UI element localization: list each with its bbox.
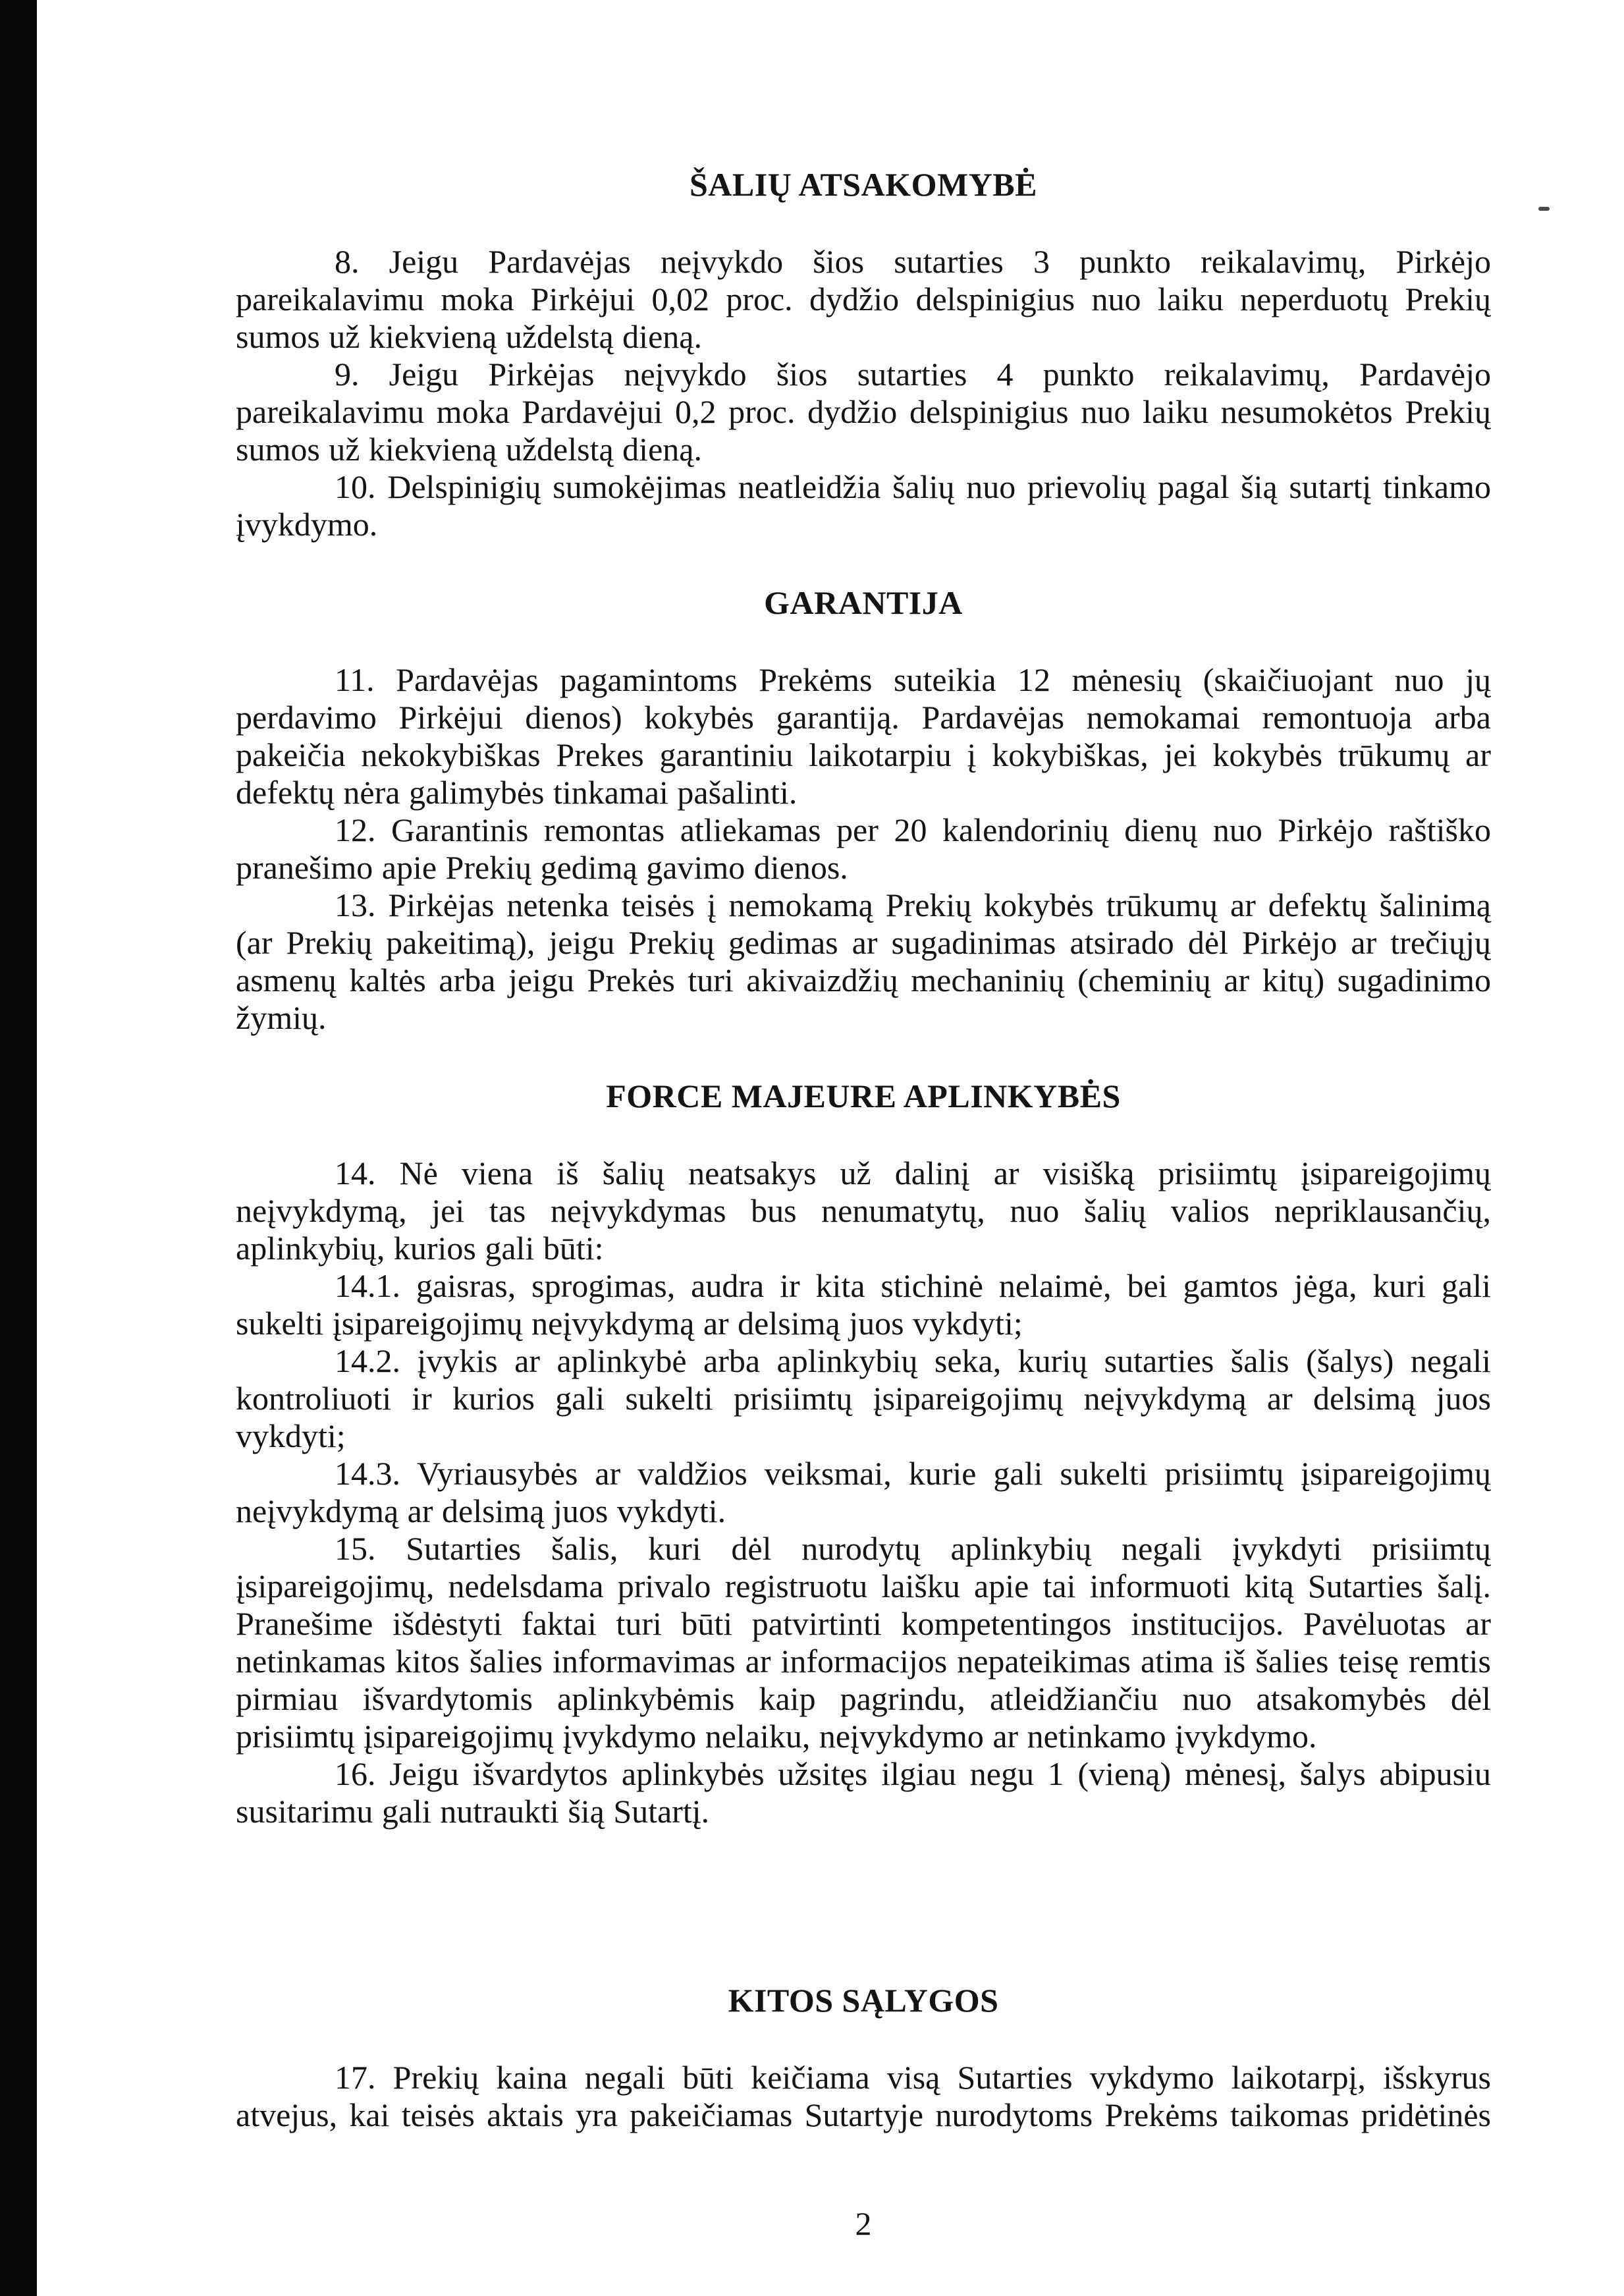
section-force-majeure: [236, 1078, 1491, 1830]
paragraph-12: 12. Garantinis remontas atliekamas per 20 kalendorinių dienų nuo Pirkėjo raštiško pranešimo apie Prekių gedimą gavimo dienos.: [236, 811, 1491, 886]
paragraph-11: 11. Pardavėjas pagamintoms Prekėms suteikia 12 mėnesių (skaičiuojant nuo jų perdavimo Pirkėjui dienos) kokybės garantiją. Pardavėjas nemokamai remontuoja arba pakeičia nekokybiškas Prekes garantiniu laikotarpiu į kokybiškas, jei kokybės trūkumų ar defektų nėra galimybės tinkamai pašalinti.: [236, 661, 1491, 811]
section-heading: GARANTIJA: [764, 584, 963, 621]
section-saliu-atsakomybe: [236, 166, 1491, 543]
paragraph-14-1: 14.1. gaisras, sprogimas, audra ir kita stichinė nelaimė, bei gamtos jėga, kuri gali sukelti įsipareigojimų neįvykdymą ar delsimą juos vykdyti;: [236, 1267, 1491, 1342]
paragraph-14-3: 14.3. Vyriausybės ar valdžios veiksmai, kurie gali sukelti prisiimtų įsipareigojimų neįvykdymą ar delsimą juos vykdyti.: [236, 1455, 1491, 1529]
paragraph-9: 9. Jeigu Pirkėjas neįvykdo šios sutarties 4 punkto reikalavimų, Pardavėjo pareikalavimu moka Pardavėjui 0,2 proc. dydžio delspinigius nuo laiku nesumokėtos Prekių sumos už kiekvieną uždelstą dieną.: [236, 356, 1491, 468]
scan-edge-artifact: [0, 0, 37, 2296]
section-garantija: [236, 584, 1491, 1037]
paragraph-14-2: 14.2. įvykis ar aplinkybė arba aplinkybių seka, kurių sutarties šalis (šalys) negali kontroliuoti ir kurios gali sukelti prisiimtų įsipareigojimų neįvykdymą ar delsimą juos vykdyti;: [236, 1342, 1491, 1454]
paragraph-8: 8. Jeigu Pardavėjas neįvykdo šios sutarties 3 punkto reikalavimų, Pirkėjo pareikalavimu moka Pirkėjui 0,02 proc. dydžio delspinigius nuo laiku neperduotų Prekių sumos už kiekvieną uždelstą dieną.: [236, 243, 1491, 355]
document-page: [236, 166, 1491, 2243]
paragraph-15: 15. Sutarties šalis, kuri dėl nurodytų aplinkybių negali įvykdyti prisiimtų įsipareigojimų, nedelsdama privalo registruotu laišku apie tai informuoti kitą Sutarties šalį. Pranešime išdėstyti faktai turi būti patvirtinti kompetentingos institucijos. Pavėluotas ar netinkamas kitos šalies informavimas ar informacijos nepateikimas atima iš šalies teisę remtis pirmiau išvardytomis aplinkybėmis kaip pagrindu, atleidžiančiu nuo atsakomybės dėl prisiimtų įsipareigojimų įvykdymo nelaiku, neįvykdymo ar netinkamo įvykdymo.: [236, 1530, 1491, 1755]
section-heading: FORCE MAJEURE APLINKYBĖS: [606, 1078, 1121, 1114]
scan-dot-artifact: [1538, 207, 1550, 211]
paragraph-14: 14. Nė viena iš šalių neatsakys už dalinį ar visišką prisiimtų įsipareigojimų neįvykdymą, jei tas neįvykdymas bus nenumatytų, nuo šalių valios nepriklausančių, aplinkybių, kurios gali būti:: [236, 1155, 1491, 1267]
section-kitos-salygos: [236, 1982, 1491, 2134]
section-heading: ŠALIŲ ATSAKOMYBĖ: [689, 166, 1038, 203]
section-heading: KITOS SĄLYGOS: [728, 1982, 999, 2019]
paragraph-17: 17. Prekių kaina negali būti keičiama visą Sutarties vykdymo laikotarpį, išskyrus atvejus, kai teisės aktais yra pakeičiamas Sutartyje nurodytoms Prekėms taikomas pridėtinės: [236, 2059, 1491, 2133]
paragraph-16: 16. Jeigu išvardytos aplinkybės užsitęs ilgiau negu 1 (vieną) mėnesį, šalys abipusiu susitarimu gali nutraukti šią Sutartį.: [236, 1755, 1491, 1830]
paragraph-10: 10. Delspinigių sumokėjimas neatleidžia šalių nuo prievolių pagal šią sutartį tinkamo įvykdymo.: [236, 468, 1491, 543]
paragraph-13: 13. Pirkėjas netenka teisės į nemokamą Prekių kokybės trūkumų ar defektų šalinimą (ar Prekių pakeitimą), jeigu Prekių gedimas ar sugadinimas atsirado dėl Pirkėjo ar trečiųjų asmenų kaltės arba jeigu Prekės turi akivaizdžių mechaninių (cheminių ar kitų) sugadinimo žymių.: [236, 887, 1491, 1036]
page-number: 2: [855, 2205, 872, 2242]
